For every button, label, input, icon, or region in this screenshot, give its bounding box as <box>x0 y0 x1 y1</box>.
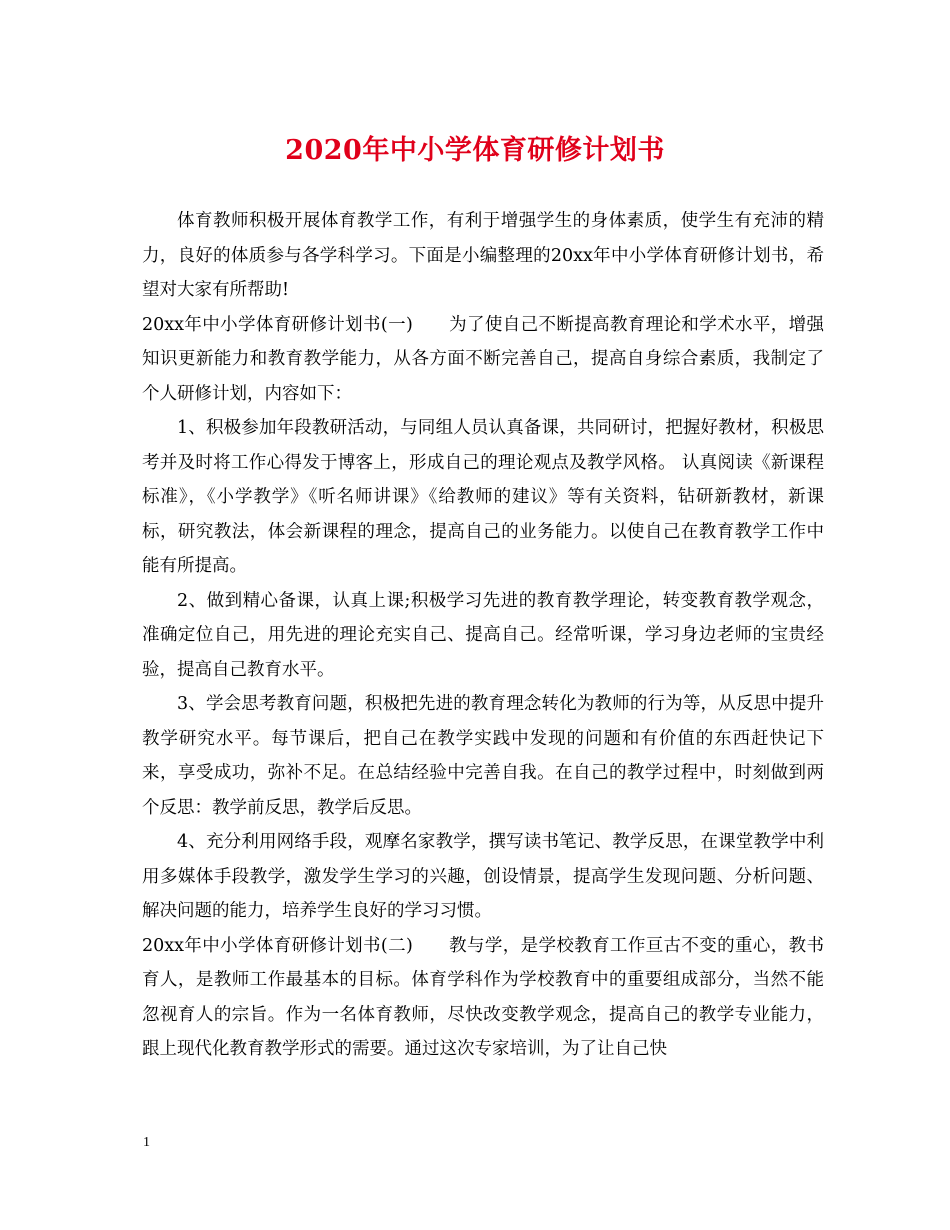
page-number: 1 <box>143 1135 150 1150</box>
plan-one-paragraph <box>142 308 824 412</box>
list-item-2: 2、做到精心备课，认真上课;积极学习先进的教育教学理论，转变教育教学观念，准确定位自己，用先进的理论充实自己、提高自己。经常听课，学习身边老师的宝贵经验，提高自己教育水平。 <box>142 590 824 680</box>
document-body <box>142 204 824 1067</box>
list-item-4: 4、充分利用网络手段，观摩名家教学，撰写读书笔记、教学反思，在课堂教学中利用多媒体手段教学，激发学生学习的兴趣，创设情景，提高学生发现问题、分析问题、解决问题的能力，培养学生良好的学习习惯。 <box>142 832 824 921</box>
plan-two-heading: 20xx年中小学体育研修计划书(二) <box>142 935 413 956</box>
plan-two-opening: 教与学，是学校教育工作亘古不变的重心，教书育人，是教师工作最基本的目标。体育学科作为学校教育中的重要组成部分，当然不能忽视育人的宗旨。作为一名体育教师，尽快改变教学观念，提高自己的教学专业能力，跟上现代化教育教学形式的需要。通过这次专家培训，为了让自己快 <box>142 935 824 1059</box>
plan-one-heading: 20xx年中小学体育研修计划书(一) <box>142 314 413 335</box>
intro-paragraph: 体育教师积极开展体育教学工作，有利于增强学生的身体素质，使学生有充沛的精力，良好的体质参与各学科学习。下面是小编整理的20xx年中小学体育研修计划书，希望对大家有所帮助! <box>142 211 824 300</box>
list-item-1: 1、积极参加年段教研活动，与同组人员认真备课，共同研讨，把握好教材，积极思考并及时将工作心得发于博客上，形成自己的理论观点及教学风格。 认真阅读《新课程标准》，《小学教学》《听名师讲课》《给教师的建议》等有关资料，钻研新教材，新课标，研究教法，体会新课程的理念，提高自己的业务能力。以使自己在教育教学工作中能有所提高。 <box>142 418 824 576</box>
list-item-3: 3、学会思考教育问题，积极把先进的教育理念转化为教师的行为等，从反思中提升教学研究水平。每节课后，把自己在教学实践中发现的问题和有价值的东西赶快记下来，享受成功，弥补不足。在总结经验中完善自我。在自己的教学过程中，时刻做到两个反思：教学前反思，教学后反思。 <box>142 694 824 818</box>
plan-one-opening: 为了使自己不断提高教育理论和学术水平，增强知识更新能力和教育教学能力，从各方面不断完善自己，提高自身综合素质，我制定了个人研修计划，内容如下： <box>142 314 824 404</box>
plan-two-paragraph <box>142 929 824 1067</box>
document-title: 2020年中小学体育研修计划书 <box>285 135 665 166</box>
